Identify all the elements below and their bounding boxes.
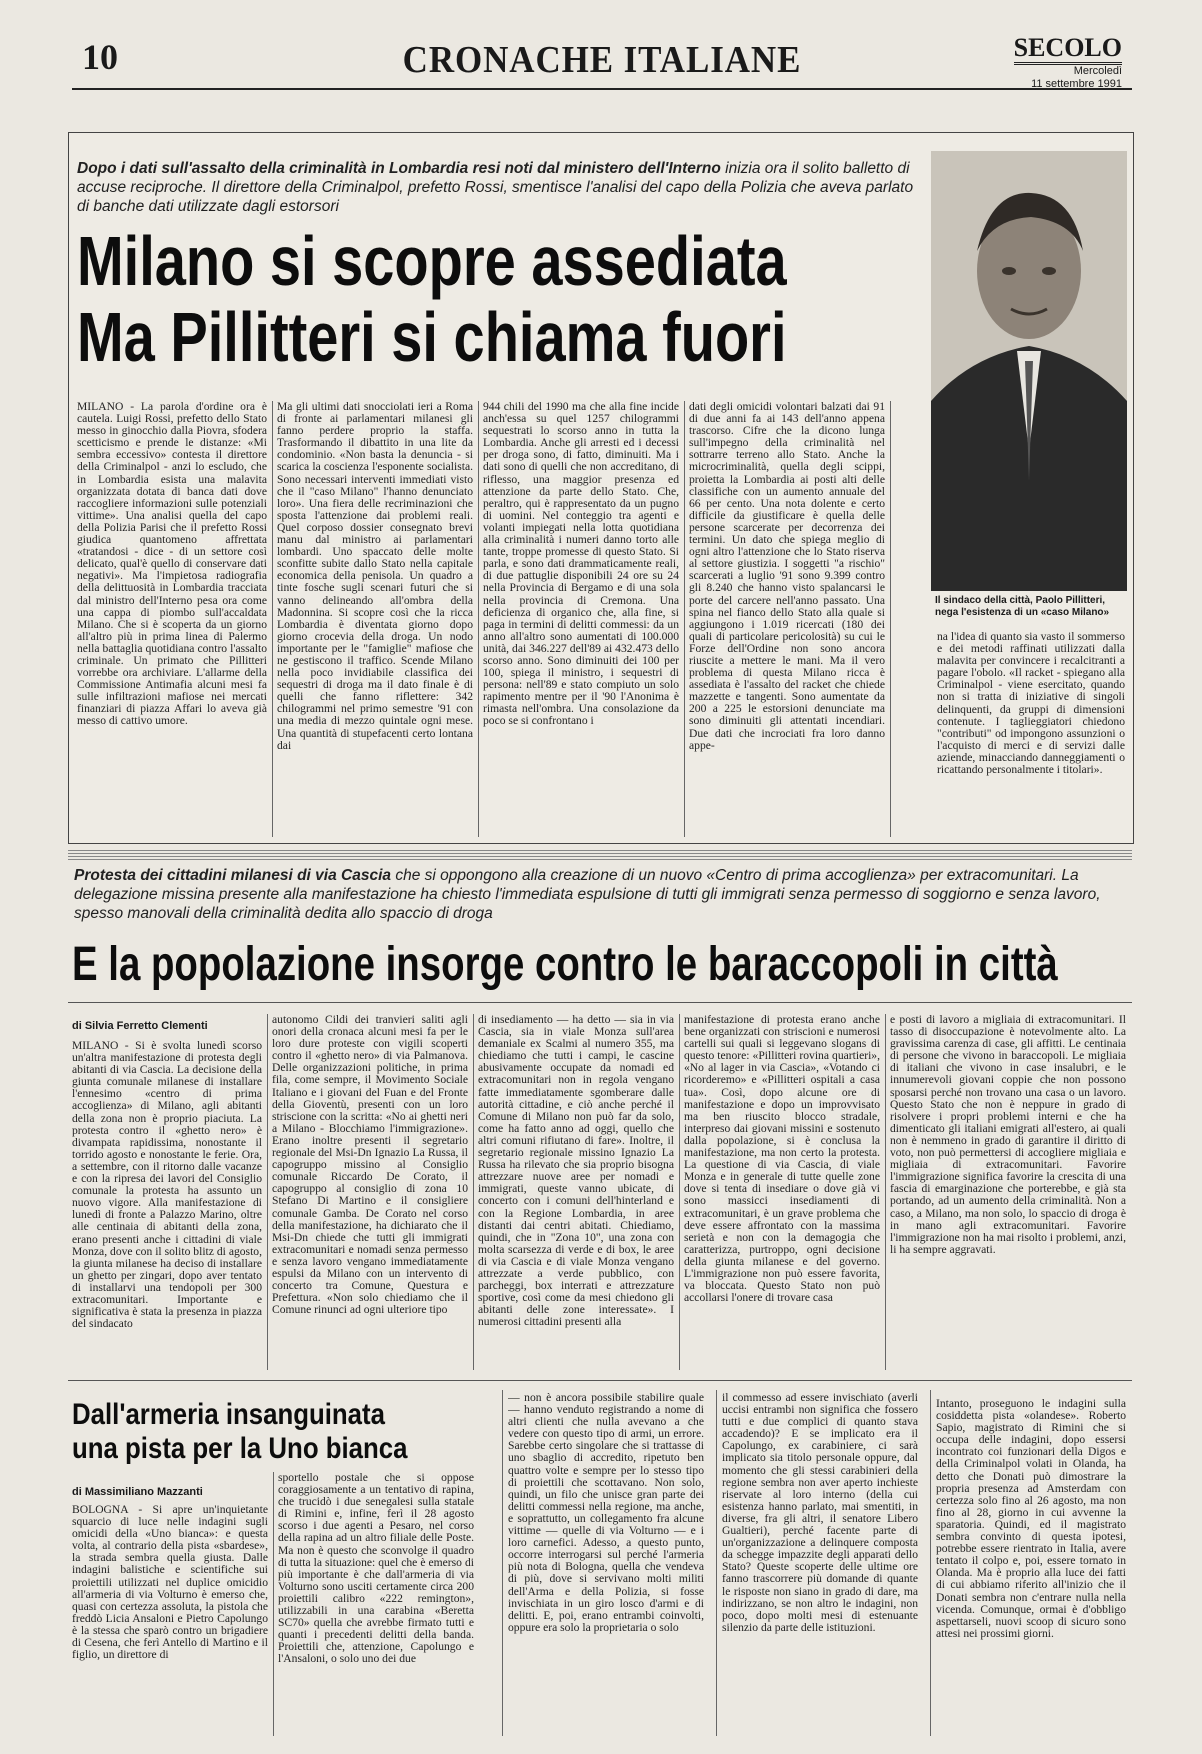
column-rule — [885, 1014, 886, 1370]
article2-kicker-rest: che si oppongono alla creazione di un nuovo «Centro di prima accoglienza» per extracomunitari. La delegazione missina presente alla manifestazione ha chiesto l'immediata espulsione di tutti gli immigrati senza permesso di soggiorno e senza lavoro, spesso manovali della criminalità dedita allo spaccio di droga — [74, 867, 1101, 922]
column-rule — [272, 401, 273, 837]
article3-col3-text: — non è ancora possibile stabilire quale — hanno venduto registrando a nome di altri clienti che nulla avevano a che vedere con questo tipo di armi, un errore. Sarebbe certo singolare che si trattasse di uno sbaglio di accredito, ripetuto ben quattro volte e sempre per lo stesso tipo di proiettili che scottavano. Non solo, quindi, un filo che unisce gran parte dei delitti commessi nella regione, ma anche, e soprattutto, un collegamento fra alcune vittime — quelle di via Volturno — e i loro carnefici. Adesso, a questo punto, occorre interrogarsi sul perché l'armeria più nota di Bologna, quella che vendeva di più, dove si servivano molti militi dell'Arma e della Polizia, si fosse invischiata in un giro losco d'armi e di delitti. E, poi, erano entrambi coinvolti, oppure era solo la proprietaria o solo — [508, 1392, 704, 1634]
article3-column-4 — [722, 1392, 918, 1736]
article1-col1-text: MILANO - La parola d'ordine ora è cautela. Luigi Rossi, prefetto dello Stato messo in ginocchio dalla Piovra, sfodera scetticismo e prende le distanze: «Mi sembra eccessivo» contesta il direttore della Criminalpol - anzi lo escludo, che in Lombardia esista una malavita organizzata dotata di banca dati dove raccogliere informazioni sulle potenziali vittime». Una analisi quella del capo della Polizia Parisi che il prefetto Rossi giudica quantomeno affrettata «tratandosi - dice - di un settore così delicato, qual'è quello di conservare dati negativi». Ma l'impietosa radiografia della delittuosità in Lombardia tracciata dal ministro dell'Interno pesa ora come una cappa di piombo sull'accaldata Milano. Che si è scoperta da un giorno all'altro più in prima linea di Palermo nella battaglia quotidiana contro l'assalto criminale. Un primato che Pillitteri vorrebbe ora archiviare. L'allarme della Commissione Antimafia alcuni mesi fa sulle infiltrazioni mafiose nei mercati finanziari di piazza Affari lo aveva già messo di cattivo umore. — [77, 401, 267, 728]
issue-date: 11 settembre 1991 — [1031, 78, 1122, 90]
section-title: CRONACHE ITALIANE — [402, 39, 802, 81]
page-number: 10 — [82, 37, 118, 77]
article1-column-5 — [937, 631, 1125, 841]
column-rule — [478, 401, 479, 837]
brand-block — [1014, 34, 1122, 91]
column-rule — [273, 1472, 274, 1736]
article3-headline-2: una pista per la Uno bianca — [72, 1432, 408, 1465]
article1-column-3 — [483, 401, 679, 841]
article2-column-2 — [272, 1014, 468, 1370]
column-rule — [679, 1014, 680, 1370]
column-rule — [684, 401, 685, 837]
article3-col2-text: sportello postale che si oppose coraggiosamente a un tentativo di rapina, che trucidò i due senegalesi sulla statale di Rimini e, infine, ferì il 28 agosto scorso i due agenti a Pesaro, nel corso della rapina ad un altro filiale delle Poste. Ma non è questo che sconvolge il quadro di tutta la situazione: quel che è emerso di più importante è che dall'armeria di via Volturno sono usciti certamente circa 200 proiettili calibro «222 remington», utilizzabili in una carabina «Beretta SC70» quella che avrebbe firmato tutti e quanti i precedenti delitti della banda. Proiettili che, attenzione, Capolungo e l'Ansaloni, o solo uno dei due — [278, 1472, 474, 1666]
article3-col5-text: Intanto, proseguono le indagini sulla cosiddetta pista «olandese». Roberto Sapio, magistrato di Rimini che si occupa delle indagini, dopo essersi incontrato coi funzionari della Digos e della Criminalpol volati in Olanda, ha detto che Donati può dimostrare la propria presenza ad Amsterdam con certezza solo fino al 26 agosto, ma non fino al 28, giorno in cui avvenne la sparatoria. Quindi, ed il magistrato sembra convinto di questa ipotesi, potrebbe essere rientrato in Italia, avere tentato il colpo e, poi, essere tornato in Olanda. Ma è proprio alla luce dei fatti di cui abbiamo riferito all'inizio che il Donati sembra non c'entrare nulla nella vicenda. Comunque, ormai è d'obbligo aspettarseli, nuovi scoop di sicuro sono attesi nei prossimi giorni. — [936, 1398, 1126, 1640]
column-rule — [716, 1390, 717, 1736]
issue-weekday: Mercoledì — [1073, 65, 1122, 77]
article3-column-2 — [278, 1472, 474, 1736]
column-rule — [267, 1014, 268, 1370]
article1-col2-text: Ma gli ultimi dati snocciolati ieri a Roma di fronte ai parlamentari milanesi gli fanno perdere proprio la staffa. Trasformando il dibattito in una lite da condominio. «Non basta la denuncia - si scarica la coscienza l'esponente socialista. Sono necessari interventi immediati visto che il "caso Milano" l'hanno denunciato loro». Una fiera delle recriminazioni che sposta l'attenzione dai problemi reali. Quel corposo dossier consegnato brevi manu dal ministro ai parlamentari lombardi. Uno spaccato delle molte sconfitte subite dallo Stato nella capitale economica della penisola. Un quadro a tinte fosche sugli scenari futuri che si vanno delineando all'ombra della Madonnina. Si scopre così che la ricca Lombardia è diventata giorno dopo giorno crocevia della droga. Un nodo importante per le "famiglie" mafiose che ne gestiscono il traffico. Scende Milano nella poco invidiabile classifica dei sequestri di droga ma il dato finale è di quelli che fanno riflettere: 342 chilogrammi nel primo semestre '91 con una media di mezzo quintale ogni mese. Una quantità di stupefacenti certo lontana dai — [277, 401, 473, 752]
article1-kicker — [77, 159, 927, 216]
article2-column-3 — [478, 1014, 674, 1370]
article2-byline: di Silvia Ferretto Clementi — [72, 1020, 208, 1032]
section-separator — [68, 850, 1132, 860]
masthead — [72, 28, 1132, 90]
article1-headline-1: Milano si scopre assediata — [77, 222, 787, 300]
article2-col1-text: MILANO - Si è svolta lunedì scorso un'altra manifestazione di protesta degli abitanti di via Cascia. La decisione della giunta comunale milanese di installare l'ennesimo «centro di prima accoglienza» di Milano, agli abitanti della zona non è proprio piaciuta. La protesta contro il «ghetto nero» è divampata rapidissima, nonostante il torrido agosto e nonostante le ferie. Ora, a settembre, con il ritorno dalle vacanze e con la ripresa dei lavori del Consiglio comunale la protesta ha assunto un nuovo vigore. Alla manifestazione di lunedì di fronte a Palazzo Marino, oltre alle centinaia di abitanti della zona, erano presenti anche i cittadini di viale Monza, dove con il solito blitz di agosto, la giunta milanese ha deciso di installare un ghetto per zingari, dopo aver tentato di installarvi una tendopoli per 300 extracomunitari. Importante e significativa è stata la presenza in piazza del sindacato — [72, 1040, 262, 1331]
article2-headline: E la popolazione insorge contro le baraccopoli in città — [72, 938, 1058, 991]
article2-column-4 — [684, 1014, 880, 1370]
article3-col4-text: il commesso ad essere invischiato (averli uccisi entrambi non significa che fossero tutti e due complici di quanto stava accadendo)? E se implicato era il Capolungo, ex carabiniere, ci sarà implicato sia titolo personale oppure, dal momento che gli stessi carabinieri della regione sembra non aver aperto inchieste riservate al loro interno (della cui esistenza hanno parlato, mai smentiti, in diverse, fra gli altri, il senatore Libero Gualtieri), perché facente parte di un'organizzazione a delinquere composta da schegge impazzite degli apparati dello Stato? Queste scoperte delle ultime ore fanno trascorrere più domande di quante le risposte non siano in grado di dare, ma indirizzano, se non altro le indagini, non poco, dopo molti mesi di estenuante silenzio da parte delle istituzioni. — [722, 1392, 918, 1634]
article1-column-1 — [77, 401, 267, 841]
headline-underline — [68, 1002, 1132, 1003]
article2-col5-text: e posti di lavoro a migliaia di extracomunitari. Il tasso di disoccupazione è notevolmente alto. La gravissima carenza di case, gli affitti. Le centinaia di persone che vivono in baraccopoli. Le migliaia di italiani che vivono in case insalubri, e le innumerevoli giovani coppie che non possono sposarsi perché non trovano una casa o un lavoro. Questo Stato che non è neppure in grado di risolvere i propri problemi interni e che ha dimenticato gli italiani emigrati all'estero, ai quali non è nemmeno in grado di garantire il diritto di voto, non può permettersi di accogliere migliaia e migliaia di extracomunitari. Favorire l'immigrazione significa favorire la crescita di una fascia di emarginazione che porterebbe, e già sta portando, ad un aumento della criminalità. Non a caso, a Milano, ma non solo, lo spaccio di droga è in mano agli extracomunitari. Favorire l'immigrazione non ha mai risolto i problemi, anzi, li ha sempre aggravati. — [890, 1014, 1126, 1256]
article2-col3-text: di insediamento — ha detto — sia in via Cascia, sia in viale Monza sull'area demaniale ex Scalmi al numero 355, ma chiediamo che tutti i campi, le cascine abusivamente occupate da nomadi ed extracomunitari non in regola vengano fatte immediatamente sgomberare dalle autorità cittadine, e ciò anche perché il Comune di Milano non può far da solo, come ha fatto anno ad oggi, quello che altri comuni rifiutano di fare». Inoltre, il segretario regionale missino Ignazio La Russa ha rilevato che sia proprio bisogna attrezzare nuove aree per nomadi e immigrati, queste vanno ubicate, di concerto con i comuni dell'hinterland e con la Regione Lombardia, in aree distanti dai centri abitati. Chiediamo, quindi, che in "Zona 10", una zona con molta scarsezza di verde e di box, le aree di via Cascia e di viale Monza vengano attrezzate a verde pubblico, con parcheggi, box interrati e attrezzature sportive, così come da mesi chiedono gli abitanti delle zone interessate». I numerosi cittadini presenti alla — [478, 1014, 674, 1329]
article2-kicker-bold: Protesta dei cittadini milanesi di via Cascia — [74, 867, 392, 884]
mayor-photo-caption: Il sindaco della città, Paolo Pillitteri, nega l'esistenza di un «caso Milano» — [935, 595, 1110, 618]
article1-column-4 — [689, 401, 885, 841]
article2-column-1 — [72, 1040, 262, 1370]
article-divider — [68, 1380, 1132, 1381]
article1-col3-text: 944 chili del 1990 ma che alla fine incide anch'essa su quel 1257 chilogrammi sequestrati lo scorso anno in tutta la Lombardia. Anche gli arresti ed i decessi per droga sono, di fatto, diminuiti. Ma i dati sono di quelli che non accreditano, di riflesso, una maggior presenza ed attenzione da parte dello Stato. Che, peraltro, qui è rappresentato da un pugno di uomini. Nel conteggio tra agenti e volanti impiegati nella lotta quotidiana alla criminalità i numeri danno torto alle tante, troppe promesse di questo Stato. Si parla, e sono dati drammaticamente reali, di due pattuglie disponibili 24 ore su 24 nella Provincia di Bergamo e di una sola nella provincia di Cremona. Una deficienza di organico che, alla fine, si paga in termini di delitti commessi: da un anno all'altro sono aumentati di 100.000 unità, dai 346.227 dell'89 ai 432.473 dello scorso anno. Sono diminuiti dei 100 per 100, spiega il ministro, i sequestri di persona: nell'89 e stato compiuto un solo rapimento mentre per il '90 l'Anonima è rimasta nell'ombra. Una consolazione da poco se si confrontano i — [483, 401, 679, 728]
article3-column-3 — [508, 1392, 704, 1736]
article3-column-5 — [936, 1398, 1126, 1736]
column-rule — [502, 1390, 503, 1736]
brand-logo: SECOLO — [1014, 34, 1122, 65]
mayor-portrait-image — [931, 151, 1127, 591]
article3-column-1 — [72, 1504, 268, 1736]
article2-kicker — [74, 866, 1104, 923]
article-milano-assediata — [68, 132, 1134, 844]
article1-column-2 — [277, 401, 473, 841]
article1-col4-text: dati degli omicidi volontari balzati dai 91 di due anni fa ai 143 dell'anno appena trascorso. Cifre che la dicono lunga sull'impegno della criminalità nel sottrarre terreno allo Stato. Anche la microcriminalità, quella degli scippi, proietta la Lombardia ai posti alti delle classifiche con un aumento annuale del 66 per cento. Una nota dolente e certo difficile da giustificare è quella delle persone scarcerate per decorrenza dei termini. Un dato che spiega meglio di ogni altro l'attenzione che lo Stato riserva al settore giustizia. I soggetti "a rischio" scarcerati a luglio '91 sono 9.399 contro gli 8.240 che hanno visto spalancarsi le porte del carcere nell'anno passato. Una spina nel fianco dello Stato alla quale si aggiungono i 1.019 ricercati (180 dei quali di particolare pericolosità) su cui le Forze dell'Ordine non sono ancora riuscite a mettere le mani. Ma il vero problema di questa Milano ricca è assediata è l'assalto del racket che chiede mazzette e tangenti. Sono aumentate da 200 a 225 le estorsioni denunciate ma sono diminuiti gli attentati incendiari. Due dati che incrociati fra loro danno appe- — [689, 401, 885, 752]
article3-col1-text: BOLOGNA - Si apre un'inquietante squarcio di luce nelle indagini sugli omicidi della «Uno bianca»: e questa volta, al contrario della pista «sbardese», la strada sembra quella giusta. Dalle indagini balistiche e scientifiche sui proiettili utilizzati nel duplice omicidio all'armeria di via Volturno è emerso che, quasi con certezza assoluta, la pistola che freddò Licia Ansaloni e Pietro Capolungo è la stessa che sparò contro un brigadiere di Cesena, che ferì Antello di Martino e il figlio, un direttore di — [72, 1504, 268, 1662]
article3-headline-1: Dall'armeria insanguinata — [72, 1398, 385, 1431]
article1-kicker-bold: Dopo i dati sull'assalto della criminalità in Lombardia resi noti dal ministero dell'Interno — [77, 160, 721, 177]
column-rule — [890, 401, 891, 837]
mayor-photo — [931, 151, 1127, 591]
column-rule — [473, 1014, 474, 1370]
article2-col4-text: manifestazione di protesta erano anche bene organizzati con striscioni e numerosi cartelli sui quali si leggevano slogans di questo tenore: «Pillitteri rovina quartieri», «No al lager in via Cascia», «Votando ci ricorderemo» e «Pillitteri ospitali a casa tua». Così, dopo alcune ore di manifestazione e dopo un improvvisato ma ben riuscito blocco stradale, interpreso dai giovani missini e sostenuto dalla popolazione, si è conclusa la manifestazione, ma non certo la protesta. La questione di via Cascia, di viale Monza e in generale di tutte quelle zone dove si tenta di insediare o dove già vi sono massicci insediamenti di extracomunitari, è un grave problema che deve essere affrontato con la massima serietà e non con la demagogia che caratterizza, purtroppo, ogni decisione della giunta milanese e del governo. L'immigrazione non può essere favorita, va bloccata. Questo Stato non può accollarsi l'onere di trovare casa — [684, 1014, 880, 1305]
article1-col5-text: na l'idea di quanto sia vasto il sommerso e dei metodi raffinati utilizzati dalla malavita per convincere i recalcitranti a pagare l'obolo. «Il racket - spiegano alla Criminalpol - viene esercitato, quando non si tratta di iniziative di singoli delinquenti, da gruppi di dimensioni contenute. I taglieggiatori chiedono "contributi" od impongono assunzioni o l'acquisto di merci e di servizi dalle aziende, minacciando danneggiamenti o ricattando personalmente i titolari». — [937, 631, 1125, 777]
article2-col2-text: autonomo Cildi dei tranvieri saliti agli onori della cronaca alcuni mesi fa per le loro dure proteste con vigili scoperti contro il «ghetto nero» di via Palmanova. Delle organizzazioni politiche, in prima fila, come sempre, il Movimento Sociale Italiano e i giovani del Fuan e del Fronte della Gioventù, presenti con un loro striscione con la scritta: «No ai ghetti neri a Milano - Blocchiamo l'immigrazione». Erano inoltre presenti il segretario regionale del Msi-Dn Ignazio La Russa, il capogruppo missino al Consiglio comunale Riccardo De Corato, il capogruppo al consiglio di zona 10 Stefano Di Martino e il consigliere comunale Gamba. De Corato nel corso della manifestazione, ha dichiarato che il Msi-Dn chiede che tutti gli immigrati extracomunitari e nomadi senza permesso e senza lavoro vengano immediatamente espulsi da Milano con un intervento di concerto tra Comune, Questura e Prefettura. «Non solo chiediamo che il Comune rinunci ad ogni ulteriore tipo — [272, 1014, 468, 1317]
article1-headline-2: Ma Pillitteri si chiama fuori — [77, 298, 787, 376]
article2-column-5 — [890, 1014, 1126, 1370]
article3-byline: di Massimiliano Mazzanti — [72, 1486, 203, 1498]
column-rule — [930, 1390, 931, 1736]
article1-kicker-rest: inizia ora il solito balletto di accuse reciproche. Il direttore della Criminalpol, prefetto Rossi, smentisce l'analisi del capo della Polizia che aveva parlato di banche dati utilizzate dagli estorsori — [77, 160, 914, 215]
